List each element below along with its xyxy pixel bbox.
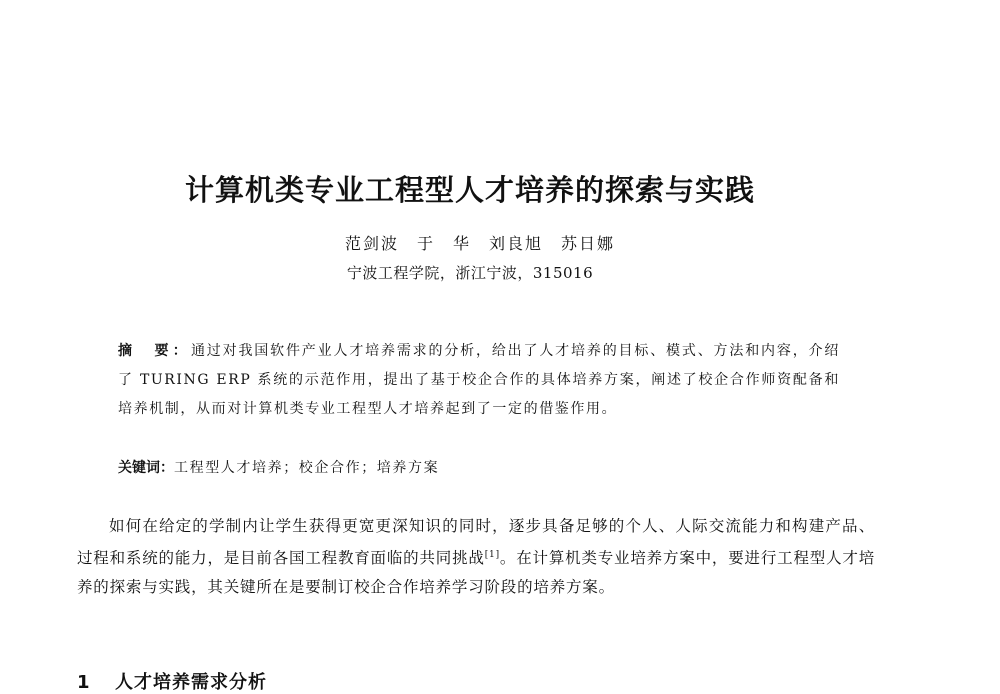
keywords xyxy=(118,457,840,477)
author-affiliation: 宁波工程学院，浙江宁波，315016 xyxy=(346,264,594,282)
section-number: 1 xyxy=(77,672,91,693)
abstract xyxy=(118,337,840,424)
abstract-label: 摘 要： xyxy=(118,343,191,359)
abstract-text: 通过对我国软件产业人才培养需求的分析，给出了人才培养的目标、模式、方法和内容，介绍了 TURING ERP 系统的示范作用，提出了基于校企合作的具体培养方案，阐述了校企合作师资配备和培养机制，从而对计算机类专业工程型人才培养起到了一定的借鉴作用。 xyxy=(118,343,840,417)
citation-reference: [1] xyxy=(484,550,500,560)
section-heading xyxy=(77,668,267,694)
section-title: 人才培养需求分析 xyxy=(115,672,267,693)
intro-text-part-1: 如何在给定的学制内让学生获得更宽更深知识的同时，逐步具备足够的个人、人际交流能力和构建产品、过程和系统的能力，是目前各国工程教育面临的共同挑战 xyxy=(77,517,875,568)
paper-title: 计算机类专业工程型人才培养的探索与实践 xyxy=(184,173,755,207)
intro-paragraph xyxy=(77,512,875,602)
keywords-text: 工程型人才培养；校企合作；培养方案 xyxy=(174,460,440,476)
intro-text-part-2: 。在计算机类专业培养方案中，要进行工程型人才培养的探索与实践，其关键所在是要制订校企合作培养学习阶段的培养方案。 xyxy=(77,549,875,597)
keywords-label: 关键词： xyxy=(118,460,174,476)
author-list: 范剑波 于 华 刘良旭 苏日娜 xyxy=(344,234,615,253)
